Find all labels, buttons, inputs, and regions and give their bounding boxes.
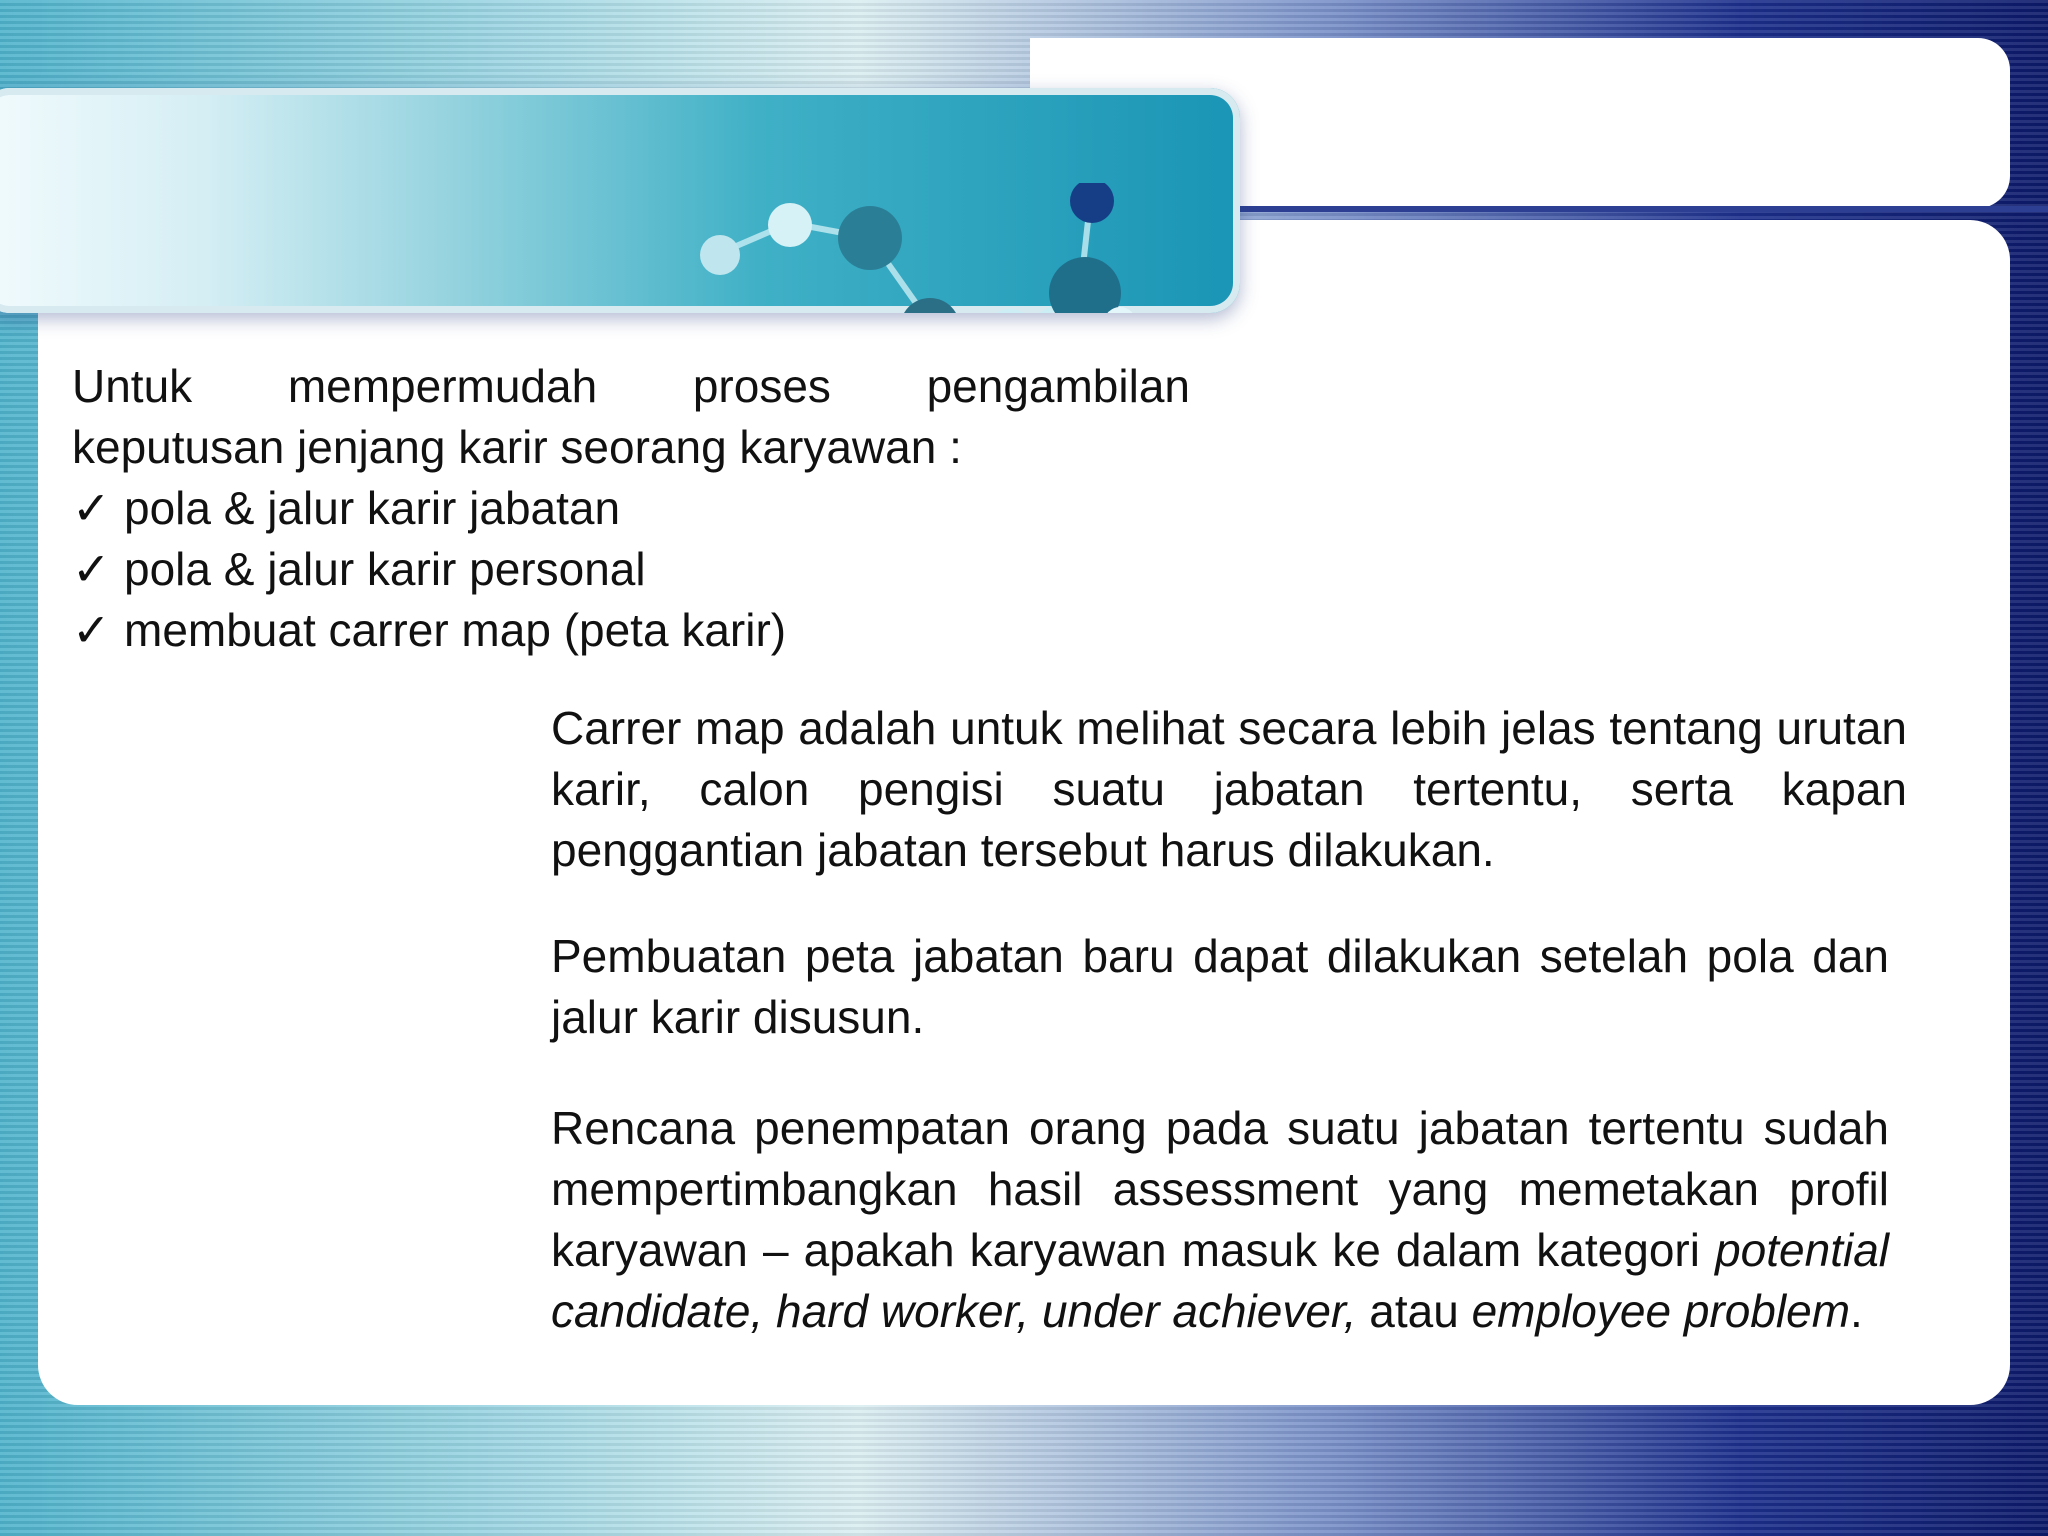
check-icon: ✓ xyxy=(72,543,111,595)
banner-divider-line xyxy=(1190,206,2048,212)
intro-section xyxy=(72,356,1190,661)
category-list: potential candidate, hard worker, under achiever, xyxy=(551,1224,1889,1337)
list-item xyxy=(72,539,1190,600)
paragraph-text: . xyxy=(1850,1285,1863,1337)
category-employee-problem: employee problem xyxy=(1471,1285,1851,1337)
molecule-illustration xyxy=(680,183,1200,313)
paragraph-text: atau xyxy=(1356,1285,1472,1337)
check-icon: ✓ xyxy=(72,482,111,534)
header-banner xyxy=(0,88,1240,313)
list-item xyxy=(72,600,1190,661)
paragraph-placement-plan xyxy=(551,1098,1889,1342)
list-item-text: pola & jalur karir personal xyxy=(124,543,646,595)
paragraph-text: Rencana penempatan orang pada suatu jabatan tertentu sudah mempertimbangkan hasil assessment yang memetakan profil karyawan – apakah karyawan masuk ke dalam kategori xyxy=(551,1102,1889,1276)
intro-line-2: keputusan jenjang karir seorang karyawan : xyxy=(72,421,962,473)
paragraph-job-map: Pembuatan peta jabatan baru dapat dilakukan setelah pola dan jalur karir disusun. xyxy=(551,930,1889,1043)
intro-line-1: Untuk mempermudah proses pengambilan xyxy=(72,360,1190,412)
list-item-text: pola & jalur karir jabatan xyxy=(124,482,621,534)
checklist xyxy=(72,478,1190,661)
check-icon: ✓ xyxy=(72,604,111,656)
list-item xyxy=(72,478,1190,539)
paragraph-career-map: Carrer map adalah untuk melihat secara lebih jelas tentang urutan karir, calon pengisi suatu jabatan tertentu, serta kapan penggantian jabatan tersebut harus dilakukan. xyxy=(551,702,1907,876)
list-item-text: membuat carrer map (peta karir) xyxy=(124,604,787,656)
